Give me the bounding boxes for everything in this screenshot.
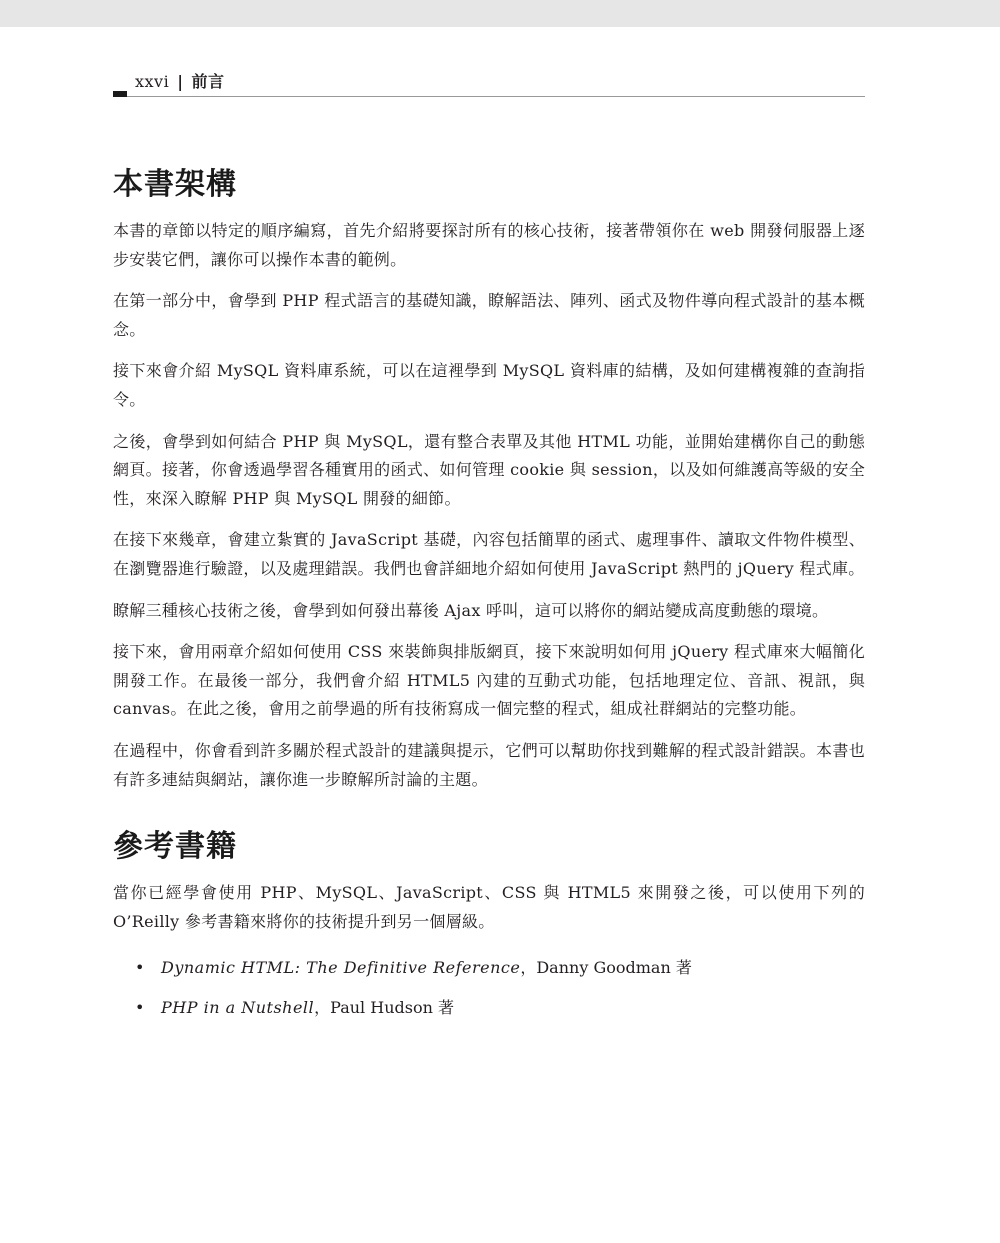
page-content xyxy=(113,159,865,1034)
top-margin-band xyxy=(0,0,1000,27)
bullet-icon: • xyxy=(135,958,145,978)
paragraph: 接下來，會用兩章介紹如何使用 CSS 來裝飾與排版網頁，接下來說明如何用 jQuery 程式庫來大幅簡化開發工作。在最後一部分，我們會介紹 HTML5 內建的互動式功能，包括地理定位、音訊、視訊，與 canvas。在此之後，會用之前學過的所有技術寫成一個完整的程式，組成社群網站的完整功能。 xyxy=(113,642,865,719)
reference-list xyxy=(113,954,865,1022)
running-header xyxy=(113,69,865,99)
paragraph: 在過程中，你會看到許多關於程式設計的建議與提示，它們可以幫助你找到難解的程式設計錯誤。本書也有許多連結與網站，讓你進一步瞭解所討論的主題。 xyxy=(113,740,865,789)
bullet-icon: • xyxy=(135,998,145,1018)
section-heading-references: 參考書籍 xyxy=(113,829,237,865)
paragraph: 接下來會介紹 MySQL 資料庫系統，可以在這裡學到 MySQL 資料庫的結構，及如何建構複雜的查詢指令。 xyxy=(113,361,865,409)
paragraph: 在第一部分中，會學到 PHP 程式語言的基礎知識，瞭解語法、陣列、函式及物件導向程式設計的基本概念。 xyxy=(113,291,865,339)
header-text xyxy=(135,69,225,92)
list-item xyxy=(113,954,865,982)
section-name: 前言 xyxy=(191,72,225,91)
paragraph: 瞭解三種核心技術之後，會學到如何發出幕後 Ajax 呼叫，這可以將你的網站變成高度動態的環境。 xyxy=(113,600,829,620)
header-rule xyxy=(127,96,865,97)
book-author: ，Danny Goodman 著 xyxy=(520,958,692,978)
header-mark xyxy=(113,91,127,97)
book-page xyxy=(0,27,1000,1243)
list-item xyxy=(113,994,865,1022)
header-separator: | xyxy=(177,72,184,91)
paragraph: 當你已經學會使用 PHP、MySQL、JavaScript、CSS 與 HTML5 來開發之後，可以使用下列的 O’Reilly 參考書籍來將你的技術提升到另一個層級。 xyxy=(113,883,865,931)
book-author: ，Paul Hudson 著 xyxy=(314,998,454,1018)
paragraph: 之後，會學到如何結合 PHP 與 MySQL，還有整合表單及其他 HTML 功能，並開始建構你自己的動態網頁。接著，你會透過學習各種實用的函式、如何管理 cookie 與 session，以及如何維護高等級的安全性，來深入瞭解 PHP 與 MySQL 開發的細節。 xyxy=(113,431,865,508)
book-title: Dynamic HTML: The Definitive Reference xyxy=(161,958,521,978)
paragraph: 本書的章節以特定的順序編寫，首先介紹將要探討所有的核心技術，接著帶領你在 web 開發伺服器上逐步安裝它們，讓你可以操作本書的範例。 xyxy=(113,221,865,269)
section-heading-structure: 本書架構 xyxy=(113,167,237,202)
book-title: PHP in a Nutshell xyxy=(161,998,315,1018)
page-number: xxvi xyxy=(135,72,170,91)
paragraph: 在接下來幾章，會建立紮實的 JavaScript 基礎，內容包括簡單的函式、處理事件、讀取文件物件模型、在瀏覽器進行驗證，以及處理錯誤。我們也會詳細地介紹如何使用 JavaScript 熱門的 jQuery 程式庫。 xyxy=(113,530,865,578)
